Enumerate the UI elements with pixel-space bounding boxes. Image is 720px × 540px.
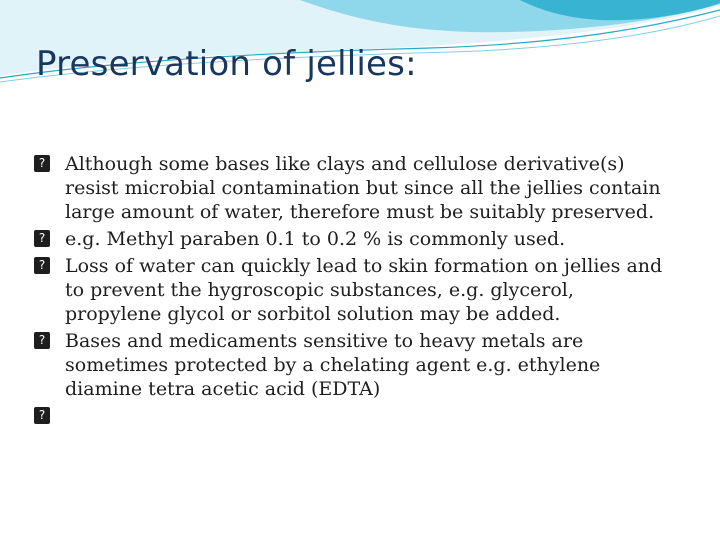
bullet-marker-icon: ?	[34, 230, 50, 247]
bullet-item	[34, 152, 674, 224]
bullet-item	[34, 227, 674, 251]
slide-title: Preservation of jellies:	[36, 44, 417, 84]
bullet-text: Loss of water can quickly lead to skin formation on jellies and to prevent the hygroscopic substances, e.g. glycerol, propylene glycol or sorbitol solution may be added.	[65, 255, 663, 325]
bullet-list	[34, 152, 674, 422]
bullet-marker-icon: ?	[34, 332, 50, 349]
bullet-item	[34, 254, 674, 326]
bullet-text: Bases and medicaments sensitive to heavy metals are sometimes protected by a chelating agent e.g. ethylene diamine tetra acetic acid (EDTA)	[65, 330, 601, 400]
bullet-marker-icon: ?	[34, 155, 50, 172]
bullet-marker-icon: ?	[34, 257, 50, 274]
bullet-item	[34, 329, 674, 401]
bullet-marker-icon: ?	[34, 407, 50, 424]
bullet-text: Although some bases like clays and cellulose derivative(s) resist microbial contamination but since all the jellies contain large amount of water, therefore must be suitably preserved.	[65, 153, 661, 223]
bullet-text: e.g. Methyl paraben 0.1 to 0.2 % is commonly used.	[65, 228, 566, 250]
